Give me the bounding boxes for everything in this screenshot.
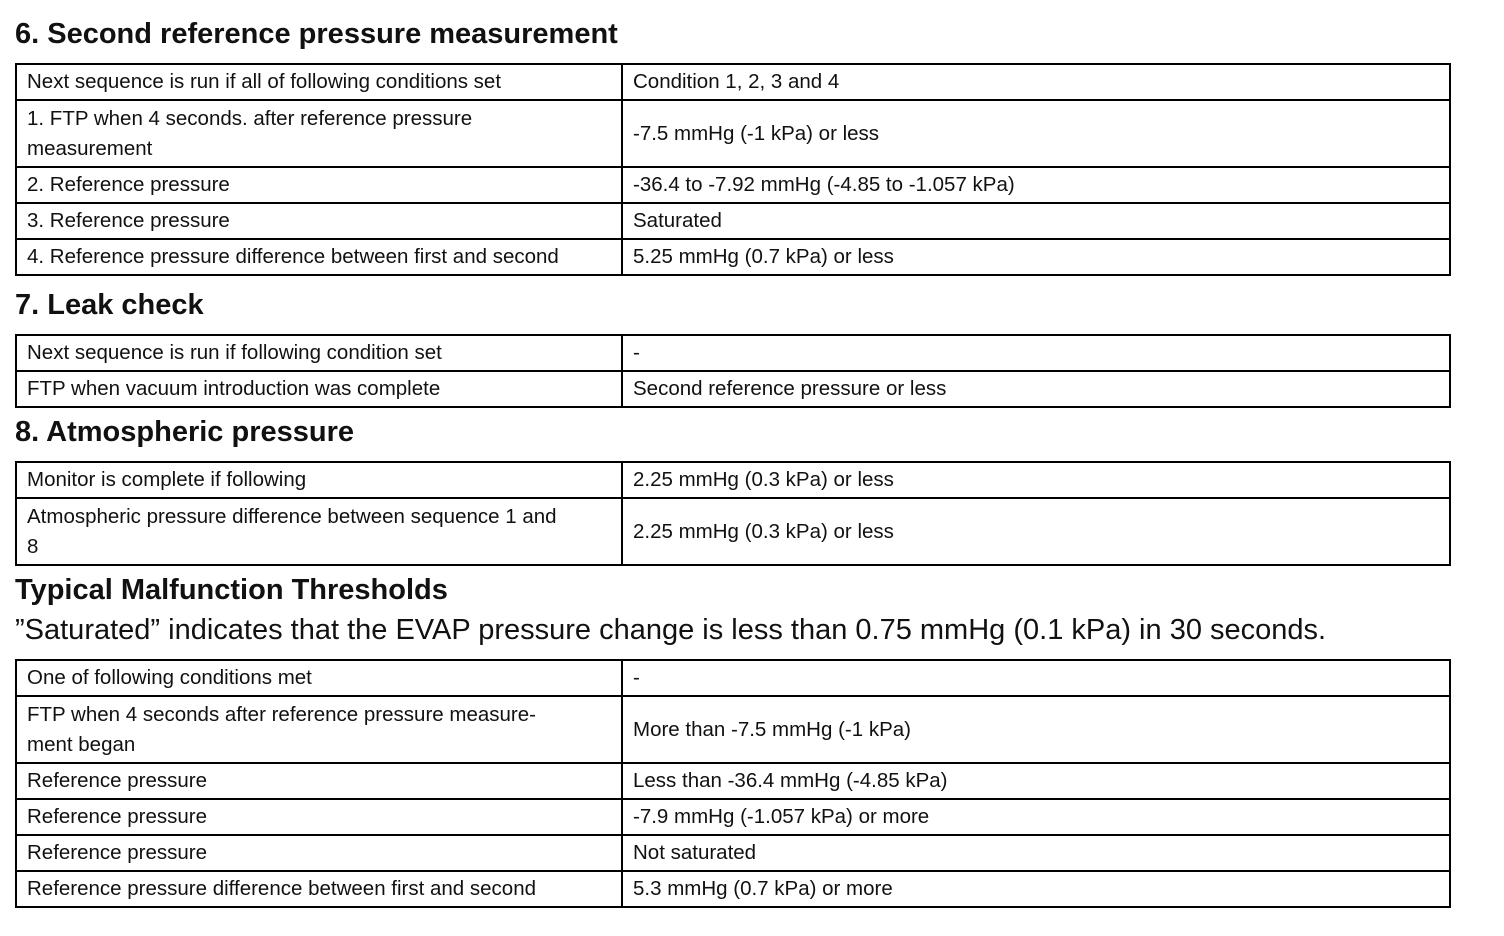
table-leak-check bbox=[15, 334, 1451, 408]
condition-cell: Reference pressure difference between first and second bbox=[16, 871, 622, 907]
table-row bbox=[16, 660, 1450, 696]
value-cell: - bbox=[622, 660, 1450, 696]
value-cell: -36.4 to -7.92 mmHg (-4.85 to -1.057 kPa) bbox=[622, 167, 1450, 203]
condition-cell: Reference pressure bbox=[16, 763, 622, 799]
value-cell: 5.3 mmHg (0.7 kPa) or more bbox=[622, 871, 1450, 907]
value-cell: Saturated bbox=[622, 203, 1450, 239]
table-row bbox=[16, 763, 1450, 799]
value-cell: Condition 1, 2, 3 and 4 bbox=[622, 64, 1450, 100]
saturated-note: ”Saturated” indicates that the EVAP pressure change is less than 0.75 mmHg (0.1 kPa) in 30 seconds. bbox=[15, 614, 1327, 646]
condition-cell: Monitor is complete if following bbox=[16, 462, 622, 498]
condition-cell: FTP when vacuum introduction was complete bbox=[16, 371, 622, 407]
table-row bbox=[16, 203, 1450, 239]
section-title-8: 8. Atmospheric pressure bbox=[15, 416, 354, 448]
condition-cell: Next sequence is run if following condition set bbox=[16, 335, 622, 371]
condition-cell: One of following conditions met bbox=[16, 660, 622, 696]
condition-cell: 3. Reference pressure bbox=[16, 203, 622, 239]
condition-cell bbox=[16, 100, 622, 167]
table-row bbox=[16, 371, 1450, 407]
table-malfunction-thresholds bbox=[15, 659, 1451, 908]
condition-cell: Reference pressure bbox=[16, 799, 622, 835]
table-row bbox=[16, 239, 1450, 275]
table-row bbox=[16, 799, 1450, 835]
table-row bbox=[16, 696, 1450, 763]
value-cell: 5.25 mmHg (0.7 kPa) or less bbox=[622, 239, 1450, 275]
table-row bbox=[16, 871, 1450, 907]
condition-cell: Next sequence is run if all of following conditions set bbox=[16, 64, 622, 100]
table-row bbox=[16, 335, 1450, 371]
table-row bbox=[16, 64, 1450, 100]
value-cell: -7.9 mmHg (-1.057 kPa) or more bbox=[622, 799, 1450, 835]
table-row bbox=[16, 167, 1450, 203]
section-title-thresholds: Typical Malfunction Thresholds bbox=[15, 574, 448, 606]
value-cell: - bbox=[622, 335, 1450, 371]
condition-cell: Reference pressure bbox=[16, 835, 622, 871]
table-row bbox=[16, 100, 1450, 167]
table-row bbox=[16, 835, 1450, 871]
table-second-reference-pressure bbox=[15, 63, 1451, 276]
table-atmospheric-pressure bbox=[15, 461, 1451, 566]
table-row bbox=[16, 462, 1450, 498]
condition-cell bbox=[16, 498, 622, 565]
value-cell: 2.25 mmHg (0.3 kPa) or less bbox=[622, 462, 1450, 498]
value-cell: 2.25 mmHg (0.3 kPa) or less bbox=[622, 498, 1450, 565]
condition-text: 1. FTP when 4 seconds. after reference pressure measurement bbox=[27, 106, 473, 160]
value-cell: -7.5 mmHg (-1 kPa) or less bbox=[622, 100, 1450, 167]
value-cell: Second reference pressure or less bbox=[622, 371, 1450, 407]
value-cell: Not saturated bbox=[622, 835, 1450, 871]
section-title-6: 6. Second reference pressure measurement bbox=[15, 18, 618, 50]
condition-cell: 2. Reference pressure bbox=[16, 167, 622, 203]
value-cell: Less than -36.4 mmHg (-4.85 kPa) bbox=[622, 763, 1450, 799]
table-row bbox=[16, 498, 1450, 565]
value-cell: More than -7.5 mmHg (-1 kPa) bbox=[622, 696, 1450, 763]
condition-text: Atmospheric pressure difference between sequence 1 and 8 bbox=[27, 504, 557, 558]
condition-text: FTP when 4 seconds after reference pressure measure-ment began bbox=[27, 702, 536, 756]
condition-cell bbox=[16, 696, 622, 763]
section-title-7: 7. Leak check bbox=[15, 289, 204, 321]
condition-cell: 4. Reference pressure difference between first and second bbox=[16, 239, 622, 275]
